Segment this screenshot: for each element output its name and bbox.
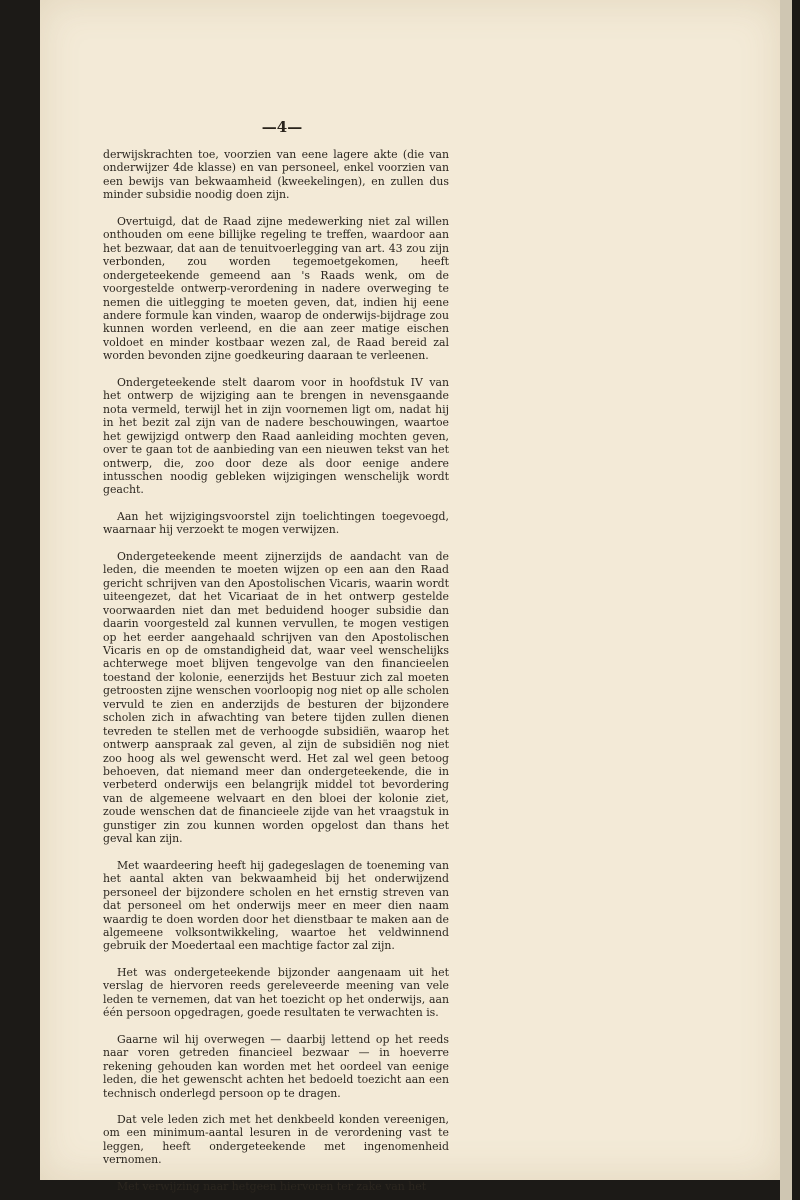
- paragraph: Dat vele leden zich met het denkbeeld konden vereenigen, om een minimum-aantal lesuren in de verordening vast te leggen, heeft ondergeteekende met ingenomenheid vernomen.: [103, 1113, 449, 1167]
- paragraph: Aan het wijzigingsvoorstel zijn toelichtingen toegevoegd, waarnaar hij verzoekt te mogen verwijzen.: [103, 509, 449, 537]
- page-edge: [780, 0, 792, 1200]
- paragraph: Ondergeteekende stelt daarom voor in hoofdstuk IV van het ontwerp de wijziging aan te brengen in nevensgaande nota vermeld, terwijl het in zijn voornemen ligt om, nadat hij in het bezit zal zijn van de nadere beschouwingen, waartoe het gewijzigd ontwerp den Raad aanleiding mochten geven, over te gaan tot de aanbieding van een nieuwen tekst van het ontwerp, die, zoo door deze als door eenige andere intusschen noodig gebleken wijzigingen wenschelijk wordt geacht.: [103, 375, 449, 497]
- text-column: [103, 148, 449, 1193]
- paragraph-continuation: derwijskrachten toe, voorzien van eene lagere akte (die van onderwijzer 4de klasse) en van personeel, enkel voorzien van een bewijs van bekwaamheid (kweekelingen), en zullen dus minder subsidie noodig doen zijn.: [103, 148, 449, 202]
- document-page: [40, 0, 780, 1193]
- paragraph: Het was ondergeteekende bijzonder aangenaam uit het verslag de hiervoren reeds gereleveerde meening van vele leden te vernemen, dat van het toezicht op het onderwijs, aan één persoon opgedragen, goede resultaten te verwachten is.: [103, 965, 449, 1020]
- paragraph: Gaarne wil hij overwegen — daarbij lettend op het reeds naar voren getreden financieel bezwaar — in hoeverre rekening gehouden kan worden met het oordeel van eenige leden, die het gewenscht achten het bedoeld toezicht aan een technisch onderlegd persoon op te dragen.: [103, 1032, 449, 1100]
- paragraph: Met waardeering heeft hij gadegeslagen de toeneming van het aantal akten van bekwaamheid bij het onderwijzend personeel der bijzondere scholen en het ernstig streven van dat personeel om het onderwijs meer en meer dien naam waardig te doen worden door het dienstbaar te maken aan de algemeene volksontwikkeling, waartoe het veldwinnend gebruik der Moedertaal een machtige factor zal zijn.: [103, 858, 449, 953]
- paragraph: Overtuigd, dat de Raad zijne medewerking niet zal willen onthouden om eene billijke regeling te treffen, waardoor aan het bezwaar, dat aan de tenuitvoerlegging van art. 43 zou zijn verbonden, zou worden tegemoetgekomen, heeft ondergeteekende gemeend aan 's Raads wenk, om de voorgestelde ontwerp-verordening in nadere overweging te nemen die uitlegging te moeten geven, dat, indien hij eene andere formule kan vinden, waarop de onderwijs-bijdrage zou kunnen worden verleend, en die aan zeer matige eischen voldoet en minder kostbaar wezen zal, de Raad bereid zal worden bevonden zijne goedkeuring daaraan te verleenen.: [103, 214, 449, 363]
- paragraph: Ondergeteekende meent zijnerzijds de aandacht van de leden, die meenden te moeten wijzen op een aan den Raad gericht schrijven van den Apostolischen Vicaris, waarin wordt uiteengezet, dat het Vicariaat de in het ontwerp gestelde voorwaarden niet dan met beduidend hooger subsidie dan daarin voorgesteld zal kunnen vervullen, te mogen vestigen op het eerder aangehaald schrijven van den Apostolischen Vicaris en op de omstandigheid dat, waar veel wenschelijks achterwege moet blijven tengevolge van den financieelen toestand der kolonie, eenerzijds het Bestuur zich zal moeten getroosten zijne wenschen voorloopig nog niet op alle scholen vervuld te zien en anderzijds de besturen der bijzondere scholen zich in afwachting van betere tijden zullen dienen tevreden te stellen met de verhoogde subsidiën, waarop het ontwerp aanspraak zal geven, al zijn de subsidiën nog niet zoo hoog als wel gewenscht werd. Het zal wel geen betoog behoeven, dat niemand meer dan ondergeteekende, die in verbeterd onderwijs een belangrijk middel tot bevordering van de algemeene welvaart en den bloei der kolonie ziet, zoude wenschen dat de financieele zijde van het vraagstuk in gunstiger zin zou kunnen worden opgelost dan thans het geval kan zijn.: [103, 549, 449, 846]
- page-number: —4—: [261, 118, 303, 136]
- paragraph-continued: Met verwijzing naar hetgeen hiervoren ter zake van het: [117, 1179, 427, 1193]
